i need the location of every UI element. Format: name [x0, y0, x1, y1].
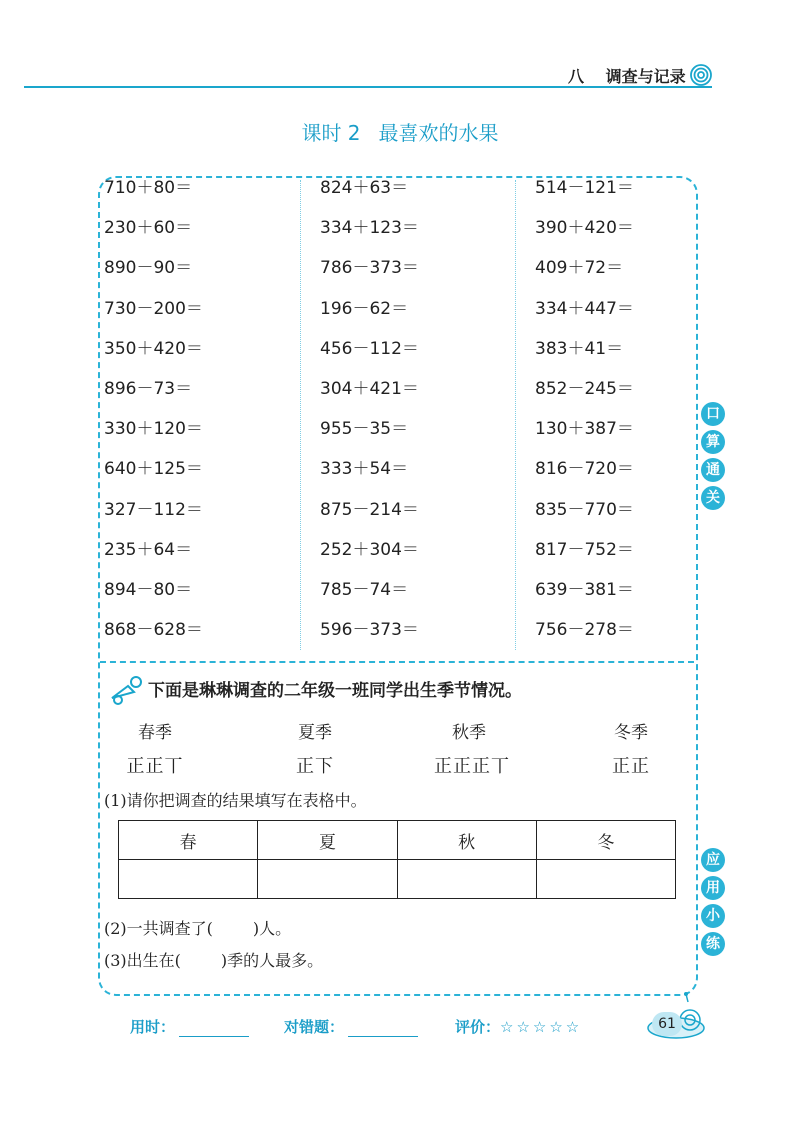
- chapter-number: 八: [568, 67, 585, 86]
- question-3: [104, 948, 323, 971]
- calc-column-1: [104, 174, 203, 656]
- calc-item: 235＋64＝: [104, 539, 193, 560]
- calc-item: 890－90＝: [104, 258, 193, 279]
- calc-item: 710＋80＝: [104, 178, 193, 198]
- calc-item: 327－112＝: [104, 499, 203, 520]
- tab-char: 关: [701, 486, 725, 510]
- spiral-icon: [690, 64, 712, 86]
- calc-item: 334＋447＝: [535, 298, 634, 319]
- survey-intro: [108, 670, 698, 710]
- calc-item: 955－35＝: [320, 419, 409, 440]
- tally-marks: 正下: [296, 756, 334, 777]
- column-divider: [300, 180, 301, 650]
- season-label: 秋季: [452, 723, 486, 743]
- lesson-name: 最喜欢的水果: [378, 121, 499, 145]
- calc-item: 817－752＝: [535, 539, 634, 560]
- section-divider: [100, 661, 694, 663]
- calc-item: 639－381＝: [535, 579, 634, 600]
- calc-item: 868－628＝: [104, 620, 203, 641]
- question-1: (1)请你把调查的结果填写在表格中。: [104, 791, 367, 810]
- calc-item: 824＋63＝: [320, 178, 409, 198]
- errors-blank[interactable]: [348, 1020, 418, 1037]
- calc-item: 409＋72＝: [535, 258, 624, 279]
- calc-item: 756－278＝: [535, 620, 634, 641]
- calc-item: 350＋420＝: [104, 338, 203, 359]
- calc-item: 786－373＝: [320, 258, 419, 279]
- table-header-cell: 冬: [536, 821, 675, 860]
- column-divider: [515, 180, 516, 650]
- question-2-before: (2)一共调查了(: [104, 919, 213, 938]
- time-field: [130, 1016, 249, 1037]
- rating-label: 评价：: [455, 1018, 501, 1036]
- calc-item: 330＋120＝: [104, 419, 203, 440]
- time-blank[interactable]: [179, 1020, 249, 1037]
- tab-char: 练: [701, 932, 725, 956]
- lesson-label: 课时 2: [301, 121, 361, 145]
- answer-cell[interactable]: [258, 860, 397, 899]
- oral-calc-tab: [701, 402, 729, 514]
- survey-intro-text: 下面是琳琳调查的二年级一班同学出生季节情况。: [148, 681, 522, 701]
- table-header-cell: 春: [119, 821, 258, 860]
- calc-item: 730－200＝: [104, 298, 203, 319]
- table-header-cell: 秋: [397, 821, 536, 860]
- calc-item: 334＋123＝: [320, 218, 419, 239]
- season-label: 夏季: [298, 723, 332, 743]
- calc-item: 852－245＝: [535, 378, 634, 399]
- calc-item: 383＋41＝: [535, 338, 624, 359]
- calc-item: 130＋387＝: [535, 419, 634, 440]
- trumpet-icon: [108, 672, 152, 706]
- question-3-after: )季的人最多。: [220, 951, 324, 970]
- calc-item: 304＋421＝: [320, 378, 419, 399]
- calc-item: 390＋420＝: [535, 218, 634, 239]
- calc-item: 894－80＝: [104, 579, 193, 600]
- rating-field: [455, 1016, 582, 1037]
- errors-field: [284, 1016, 418, 1037]
- tally-marks: 正正丅: [126, 756, 184, 777]
- calc-column-2: [320, 174, 419, 656]
- lesson-title: [0, 117, 800, 146]
- calc-item: 896－73＝: [104, 378, 193, 399]
- answer-cell[interactable]: [119, 860, 258, 899]
- calc-item: 835－770＝: [535, 499, 634, 520]
- tab-char: 算: [701, 430, 725, 454]
- tab-char: 口: [701, 402, 725, 426]
- question-2: [104, 916, 291, 939]
- season-label: 冬季: [614, 723, 648, 743]
- calc-item: 640＋125＝: [104, 459, 203, 480]
- calc-column-3: [535, 174, 634, 656]
- season-label: 春季: [138, 723, 172, 743]
- record-table: [118, 820, 676, 899]
- tab-char: 用: [701, 876, 725, 900]
- calc-item: 785－74＝: [320, 579, 409, 600]
- tally-marks: 正正: [612, 756, 650, 777]
- applied-practice-tab: [701, 848, 729, 960]
- calc-item: 333＋54＝: [320, 459, 409, 480]
- tab-char: 通: [701, 458, 725, 482]
- table-header-cell: 夏: [258, 821, 397, 860]
- calc-item: 252＋304＝: [320, 539, 419, 560]
- page-number: 61: [652, 1012, 682, 1036]
- calc-item: 596－373＝: [320, 620, 419, 641]
- tab-char: 小: [701, 904, 725, 928]
- answer-cell[interactable]: [536, 860, 675, 899]
- question-3-before: (3)出生在(: [104, 951, 181, 970]
- calc-item: 816－720＝: [535, 459, 634, 480]
- tab-char: 应: [701, 848, 725, 872]
- chapter-title: 调查与记录: [605, 67, 686, 86]
- rating-stars[interactable]: ☆☆☆☆☆: [500, 1018, 583, 1036]
- question-2-after: )人。: [252, 919, 292, 938]
- calc-item: 456－112＝: [320, 338, 419, 359]
- answer-cell[interactable]: [397, 860, 536, 899]
- calc-item: 196－62＝: [320, 298, 409, 319]
- header-divider: [24, 86, 712, 88]
- time-label: 用时：: [130, 1018, 176, 1036]
- chapter-heading: [568, 64, 686, 87]
- calc-item: 230＋60＝: [104, 218, 193, 239]
- calc-item: 875－214＝: [320, 499, 419, 520]
- errors-label: 对错题：: [284, 1018, 345, 1036]
- calc-item: 514－121＝: [535, 178, 634, 198]
- tally-marks: 正正正丅: [434, 756, 510, 777]
